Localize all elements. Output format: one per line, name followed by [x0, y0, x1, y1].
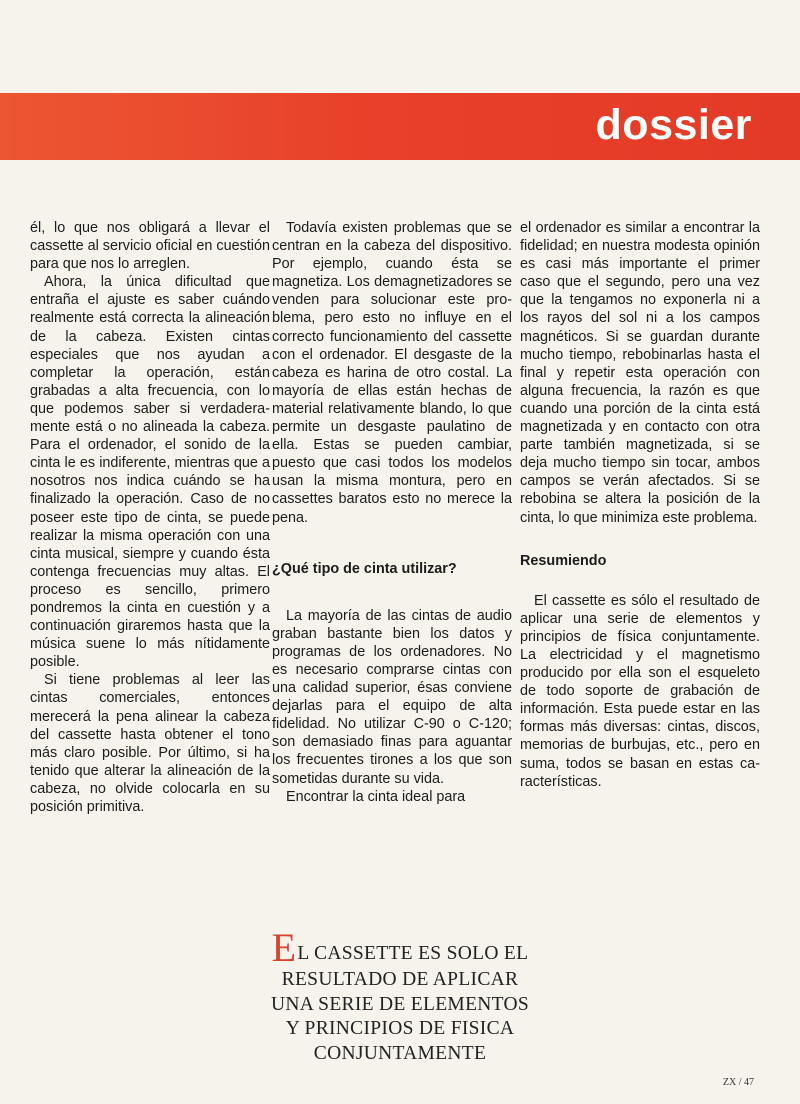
paragraph: Encontrar la cinta ideal para: [286, 788, 466, 805]
paragraph: Ahora, la única dificultad que entraña el ajuste es saber cuándo realmente está correcta la alineación de la cabeza. Existen cintas especiales que nos ayudan a completar la operación, están grabadas a alta frecuencia, con lo que podemos saber si verdaderamente está o no alineada la cabeza. Para el ordenador, el sonido de la cinta le es indiferente, mientras que a nosotros nos indica cuándo se ha finalizado la operación. Caso de no poseer este tipo de cinta, se puede realizar la misma operación con una cinta musical, siempre y cuando ésta contenga frecuencias muy altas. El proceso es sencillo, primero pondremos la cinta en cuestión y a continuación giraremos hasta que la música suene lo más nítidamente posible.: [30, 274, 270, 671]
text-column-1: [30, 219, 270, 816]
page-number: ZX / 47: [722, 1077, 754, 1088]
drop-initial: E: [271, 925, 297, 970]
section-label: dossier: [595, 101, 752, 149]
pull-quote-line: CONJUNTAMENTE: [313, 1042, 487, 1064]
paragraph: el ordenador es similar a encontrar la fidelidad; en nuestra modesta opinión es casi más importante el primer caso que el segundo, pero una vez que la tengamos no exponerla ni a los rayos del sol ni a los campos magnéticos. Si se guardan durante mucho tiempo, rebobinarlas hasta el final y repetir esta operación con alguna frecuencia, la razón es que cuando una porción de la cinta está magnetizada y en contacto con otra parte también magnetizada, si se deja mucho tiempo sin tocar, ambos campos se verán afectados. Si se rebobina se altera la posición de la cinta, lo que minimiza este problema.: [520, 220, 760, 526]
subheading: Resumiendo: [520, 552, 607, 569]
paragraph: Todavía existen problemas que se centran en la cabeza del dispositivo. Por ejemplo, cuando ésta se magnetiza. Los demagnetizadores se venden para solucionar este problema, pero esto no influye en el correcto funcionamiento del cassette con el ordenador. El desgaste de la cabeza es harina de otro costal. La mayoría de ellas están hechas de material relativamente blando, lo que permite un desgaste paulatino de ella. Estas se pueden cambiar, puesto que casi todos los modelos usan la misma montura, pero en cassettes baratos esto no merece la pena.: [272, 220, 512, 526]
pull-quote-line: RESULTADO DE APLICAR: [281, 969, 519, 990]
pull-quote-line: Y PRINCIPIOS DE FISICA: [285, 1018, 515, 1039]
paragraph: él, lo que nos obligará a llevar el cassette al servicio oficial en cuestión para que nos lo arreglen.: [30, 220, 270, 273]
paragraph: Si tiene problemas al leer las cintas comerciales, entonces merecerá la pena alinear la cabeza del cassette hasta obtener el tono más claro posible. Por último, si ha tenido que alterar la alineación de la cabeza, no olvide colocarla en su posición primitiva.: [30, 672, 270, 815]
subheading: ¿Qué tipo de cinta utilizar?: [272, 560, 457, 577]
paragraph: El cassette es sólo el resultado de aplicar una serie de elementos y principios de física conjuntamente. La electricidad y el magnetismo producido por ella son el esqueleto de todo soporte de grabación de información. Esta puede estar en las formas más diversas: cintas, discos, memorias de burbujas, etc., pero en suma, todos se basan en estas características.: [520, 592, 760, 790]
pull-quote: [200, 925, 600, 1066]
text-column-2: [272, 219, 512, 806]
text-column-3: [520, 219, 760, 791]
paragraph: La mayoría de las cintas de audio graban bastante bien los datos y programas de los ordenadores. No es necesario comprarse cintas con una calidad superior, ésas conviene dejarlas para el equipo de alta fidelidad. No utilizar C-90 o C-120; son demasiado finas para aguantar los frecuentes tirones a los que son sometidas durante su vida.: [272, 607, 512, 787]
pull-quote-line: UNA SERIE DE ELEMENTOS: [270, 993, 530, 1015]
pull-quote-line: L CASSETTE ES SOLO EL: [297, 943, 529, 964]
